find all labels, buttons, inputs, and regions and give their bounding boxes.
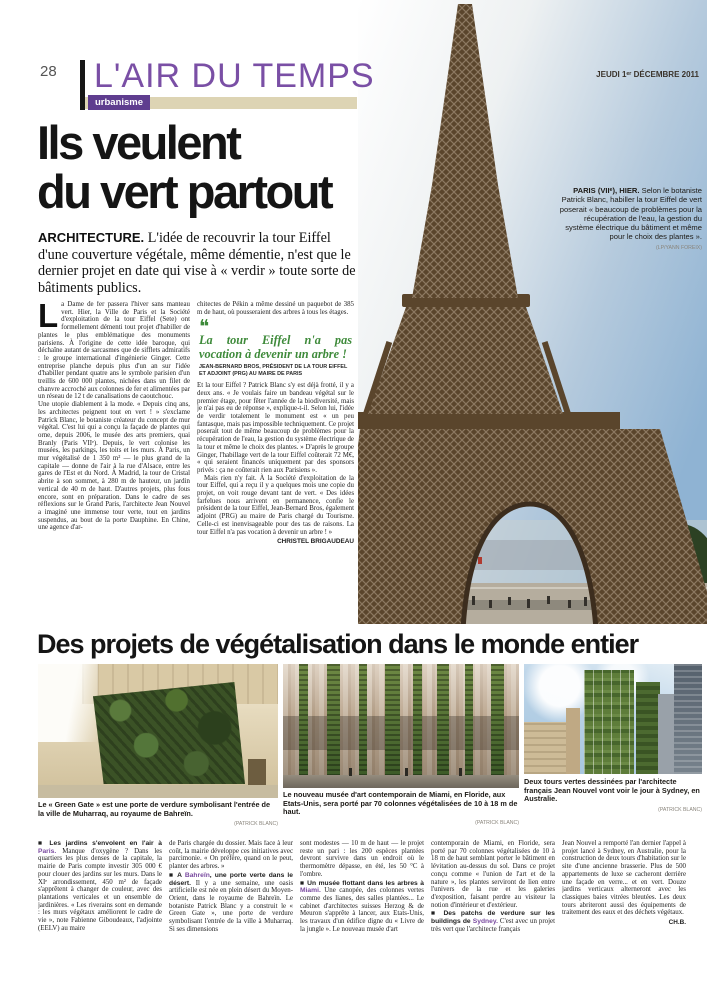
caption-text: Le nouveau musée d'art contemporain de Miami, en Floride, aux Etats-Unis, sera porté par 70 colonnes végétalisées de 10 à 18 m de haut. [283,790,518,817]
paragraph [38,301,190,401]
article-byline: CHRISTEL BRIGAUDEAU [277,538,354,546]
eiffel-tower-photo [358,0,707,624]
miami-museum-photo [283,664,519,788]
paragraph-text: a Dame de fer passera l'hiver sans manteau vert. Hier, la Ville de Paris et la Société d'exploitation de la tour Eiffel (Sete) ont formellement démenti tout projet d'habiller de plantes le plus emblématique des monuments parisiens. À l'origine de cette idée baroque, qui déchaîne autant de sarcasmes que de sifflets admiratifs : le groupe international d'ingénierie Ginger. Cette entreprise planche depuis plus d'un an sur l'idée d'habiller pendant quatre ans le symbole parisien d'un treillis de 600 000 plantes, nichées dans un filet de chanvre accroché aux colonnes de fer et alimentées par un réseau de 12 t de canalisations de caoutchouc. [38,301,190,401]
photo-credit: (LP/YANN FOREIX) [655,244,702,251]
green-column [385,664,400,776]
world-byline: CH.B. [668,919,686,927]
sydney-towers-photo [524,664,702,774]
green-tower [584,670,634,774]
article-headline [37,118,362,216]
bahrain-ground [38,785,278,798]
miami-interior-band [283,716,519,750]
photo-credit: (PATRICK BLANC) [234,821,278,828]
pull-quote-attribution: JEAN-BERNARD BROS, PRÉSIDENT DE LA TOUR EIFFEL ET ADJOINT (PRG) AU MAIRE DE PARIS [199,364,348,377]
miami-floor [283,775,519,788]
world-column-1: ■ Les jardins s'envolent en l'air à Paris. Manque d'oxygène ? Dans les quartiers les plus denses de la capitale, la mairie de Paris compte investir 305 000 € pour clouer des jardins sur les murs. Dans le XIᵉ arrondissement, 450 m² de façade s'apprêtent à changer de couleur, avec des plantations verticales et un ensemble de jardinières. « Les riverains sont en demande : les murs végétaux améliorent le cadre de vie », note Fabienne Giboudeaux, l'adjointe (EELV) au maire [38,840,162,932]
miami-caption [283,791,519,827]
person-silhouette [459,768,462,776]
bahrain-caption [38,801,278,829]
green-wall [93,682,245,784]
world-column-3: sont modestes — 10 m de haut — le projet reste un pari : les 200 espèces plantées devront survivre dans un endroit où le thermomètre dépasse, en été, les 50 °C à l'ombre. ■ Un musée flottant dans les arbres à Miami. Une canopée, des colonnes vertes comme des lianes, des salles plantées... Le cabinet d'architectes suisses Herzog & de Meuron s'apprête à lancer, aux Etats-Unis, les travaux d'un édifice digne du « Livre de la jungle ». Le nouveau musée d'art [300,840,424,933]
paragraph: Une utopie diablement à la mode. « Depuis cinq ans, les architectes peignent tout en vert ! » s'exclame Patrick Blanc, le botaniste créateur du concept de mur végétal. C'est lui qui a conçu la façade de plantes qui orne, depuis 2006, le musée des arts premiers, quai Branly (Paris VIIᵉ). Depuis, le vert colonise les musées, les parkings, les toits et les murs. À Paris, un mur végétalisé de 1 350 m² — le plus grand de la capitale — donne de l'air à la rue d'Alsace, entre les gares de l'Est et du Nord. À Madrid, la tour de Cristal abrite à son sommet, à 280 m de hauteur, un jardin vertical de 40 m de haut. D'autres projets, plus fous encore, sont en préparation. Dans le cadre de ses réflexions sur le Grand Paris, l'architecte Jean Nouvel a imaginé une immense tour verte, tout en jardins suspendus, au bout de la porte Dauphine. En Chine, une agence d'ar- [38,401,190,532]
photo-credit: (PATRICK BLANC) [475,819,519,826]
caption-location-lead: PARIS (VIIᵉ), HIER. [573,186,640,195]
world-section-headline: Des projets de végétalisation dans le monde entier [37,629,639,659]
article-standfirst [38,230,358,296]
article-kicker: ARCHITECTURE. [38,230,145,245]
caption-text: Selon le botaniste Patrick Blanc, habiller la tour Eiffel de vert poserait « beaucoup de problèmes pour la récupération de l'eau, la gestion du système électrique du bâtiment et même pour le choix des plantes ». [559,186,702,242]
sydney-low-building [524,722,566,774]
headline-line-1: Ils veulent [37,116,240,169]
person-silhouette [405,768,408,776]
article-column-2 [197,301,354,627]
article-column-1 [38,301,190,627]
bahrain-green-gate-photo [38,664,278,798]
drop-cap: L [38,301,59,334]
world-column-4: contemporain de Miami, en Floride, sera porté par 70 colonnes végétalisées de 10 à 18 m de haut semblant porter le bâtiment en lévitation au-dessus du sol. Dans ce projet conçu comme « l'union de l'art et de la nature », les plantes serviront de lien entre l'univers de la rue et les galeries d'exposition, faisant perdre au visiteur la notion d'intérieur et d'extérieur. ■ Des patchs de verdure sur les buildings de Sydney. C'est avec un projet très vert que l'architecte français [431,840,555,933]
bahrain-doorway [248,759,266,785]
glass-tower [674,664,702,774]
eiffel-tower-illustration [358,0,707,624]
paragraph: chitectes de Pékin a même dessiné un paquebot de 385 m de haut, où pousseraient des arbres à tous les étages. [197,301,354,316]
page-number: 28 [40,63,57,80]
green-column [327,664,340,776]
sydney-low-building [566,708,580,774]
paragraph: Mais rien n'y fait. À la Société d'exploitation de la tour Eiffel, qui a reçu il y a quelques mois une copie du projet, on voit rouge devant tant de vert. « Des idées farfelues nous arrivent en permanence, confie le président de la tour Eiffel, Jean-Bernard Bros, également adjoint (PRG) au maire de Paris chargé du Tourisme. Celle-ci est inenvisageable pour des tas de raisons. La tour Eiffel n'a pas vocation à devenir un arbre ! » [197,474,354,536]
header-divider-bar [80,60,85,110]
green-tower [636,682,660,774]
quote-mark-icon: ❝ [199,317,210,339]
caption-text: Le « Green Gate » est une porte de verdure symbolisant l'entrée de la ville de Muharraq, au royaume de Bahreïn. [38,800,271,818]
edition-date: JEUDI 1ᵉʳ DÉCEMBRE 2011 [596,70,699,79]
green-column [491,664,504,776]
world-column-5-text: Jean Nouvel a remporté l'an dernier l'appel à projet lancé à Sydney, en Australie, pour la construction de deux tours d'habitation sur le site d'une ancienne brasserie. Plus de 500 appartements de luxe se cacheront derrière une façade en verre... et en vert. Douze jardins verticaux alterneront avec les classiques baies vitrées bleutées. Les deux tours abriteront aussi des équipements de traitement des eaux et des déchets végétaux. [562,840,686,917]
green-column [465,664,473,776]
eiffel-photo-caption [554,186,702,253]
headline-line-2: du vert partout [37,165,332,218]
caption-text: Deux tours vertes dessinées par l'architecte français Jean Nouvel vont voir le jour à Sydney, en Australie. [524,777,700,804]
pull-quote [199,317,352,377]
green-column [413,664,422,776]
section-title: L'AIR DU TEMPS [94,57,375,95]
gray-building [658,694,674,774]
standfirst-text: L'idée de recouvrir la tour Eiffel d'une couverture végétale, même démentie, n'est que le dernier projet en date qui vise à « verdir » toute sorte de bâtiments publics. [38,230,356,296]
world-column-2: de Paris chargée du dossier. Mais face à leur coût, la mairie développe ces initiatives avec parcimonie. « On préfère, quand on le peut, planter des arbres. » ■ A Bahreïn, une porte verte dans le désert. Il y a une semaine, une oasis artificielle est née en plein désert du Moyen-Orient, dans le royaume de Bahreïn. Le botaniste Patrick Blanc y a construit le « Green Gate », une porte de verdure symbolisant l'entrée de la ville à Muharraq. Si ses dimensions [169,840,293,933]
photo-credit: (PATRICK BLANC) [658,806,702,813]
pull-quote-text: La tour Eiffel n'a pas vocation à devenir un arbre ! [199,333,352,361]
world-column-5 [562,840,686,998]
green-column [437,664,449,776]
green-column [299,664,308,776]
paragraph: Et la tour Eiffel ? Patrick Blanc s'y est déjà frotté, il y a deux ans. « Je voulais faire un bandeau végétal sur le premier étage, pour fêter l'année de la biodiversité, mais je n'ai pas eu de réponse », explique-t-il. Selon lui, l'idée de verdir totalement le monument est « un peu fantasque, mais pas impossible techniquement. Ce projet poserait tout de même beaucoup de problèmes pour la récupération de l'eau, la gestion du système électrique de la tour et même le choix des plantes. » D'après le groupe Ginger, l'habillage vert de la tour Eiffel coûterait 72 M€, « qui seraient financés uniquement par des sponsors privés : ça ne coûterait rien aux Parisiens ». [197,382,354,474]
rubric-tag: urbanisme [88,95,150,110]
bahrain-sky [38,664,98,742]
green-column [359,664,367,776]
sydney-caption [524,778,702,814]
person-silhouette [349,768,352,776]
